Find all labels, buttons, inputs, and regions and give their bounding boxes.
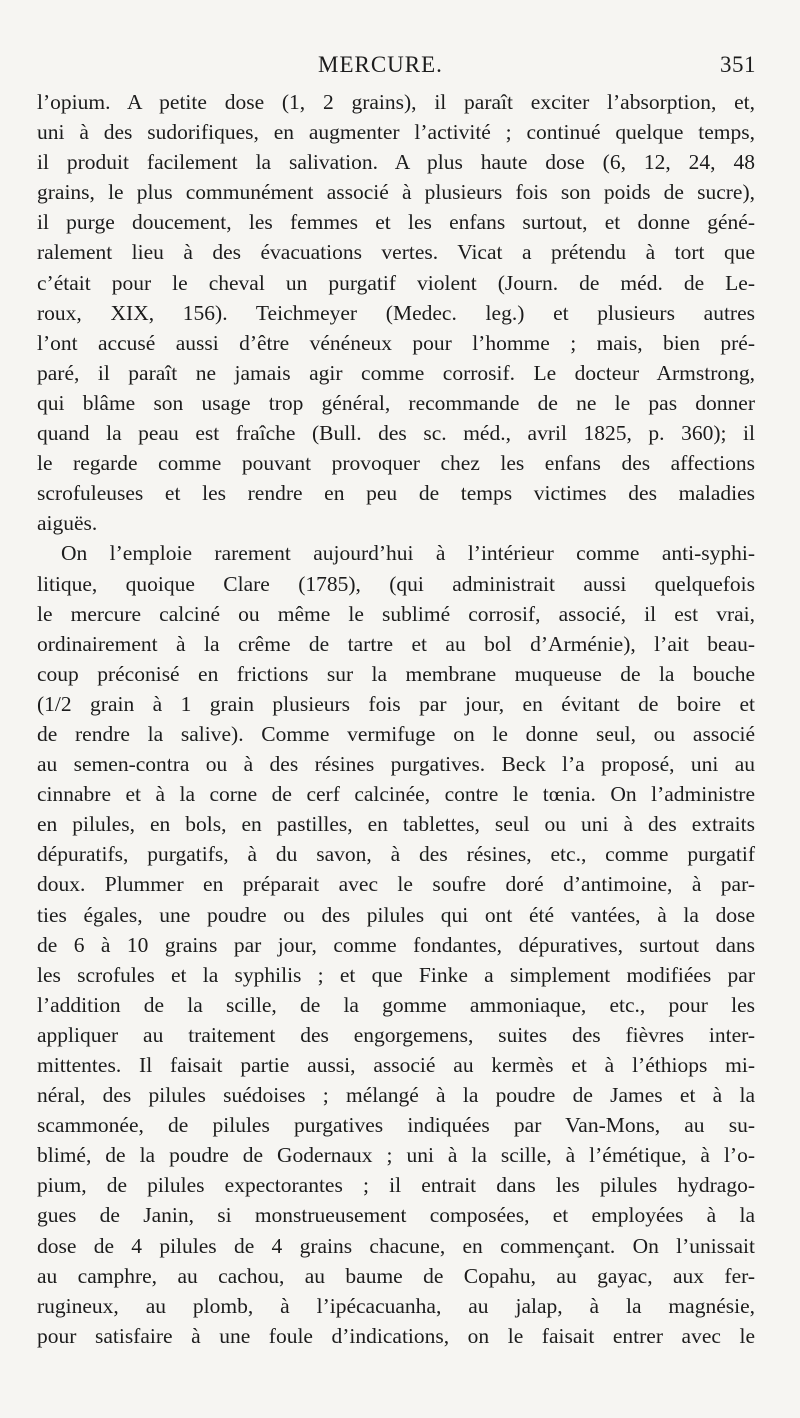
text-line: On l’emploie rarement aujourd’hui à l’intérieur comme anti-syphi- — [61, 541, 755, 566]
text-line: il purge doucement, les femmes et les enfans surtout, et donne géné- — [37, 210, 755, 235]
page-header — [62, 52, 760, 84]
text-line: roux, XIX, 156). Teichmeyer (Medec. leg.) et plusieurs autres — [37, 300, 755, 325]
text-line: dépuratifs, purgatifs, à du savon, à des résines, etc., comme purgatif — [37, 842, 755, 867]
text-line: l’addition de la scille, de la gomme ammoniaque, etc., pour les — [37, 992, 755, 1017]
text-line: quand la peau est fraîche (Bull. des sc. méd., avril 1825, p. 360); il — [37, 421, 755, 446]
text-line: doux. Plummer en préparait avec le soufre doré d’antimoine, à par- — [37, 872, 755, 897]
text-line: ralement lieu à des évacuations vertes. Vicat a prétendu à tort que — [37, 240, 755, 265]
text-line: scammonée, de pilules purgatives indiquées par Van-Mons, au su- — [37, 1113, 755, 1138]
text-line: ties égales, une poudre ou des pilules qui ont été vantées, à la dose — [37, 902, 755, 927]
text-line: en pilules, en bols, en pastilles, en tablettes, seul ou uni à des extraits — [37, 812, 755, 837]
text-line: aiguës. — [37, 511, 98, 536]
text-line: paré, il paraît ne jamais agir comme corrosif. Le docteur Armstrong, — [37, 360, 755, 385]
text-line: le regarde comme pouvant provoquer chez les enfans des affections — [37, 451, 755, 476]
text-line: de rendre la salive). Comme vermifuge on le donne seul, ou associé — [37, 721, 755, 746]
text-line: cinnabre et à la corne de cerf calcinée, contre le tœnia. On l’administre — [37, 782, 755, 807]
text-line: scrofuleuses et les rendre en peu de temps victimes des maladies — [37, 481, 755, 506]
text-line: uni à des sudorifiques, en augmenter l’activité ; continué quelque temps, — [37, 120, 755, 145]
text-line: mittentes. Il faisait partie aussi, associé au kermès et à l’éthiops mi- — [37, 1053, 755, 1077]
text-line: l’ont accusé aussi d’être vénéneux pour l’homme ; mais, bien pré- — [37, 330, 755, 355]
text-line: (1/2 grain à 1 grain plusieurs fois par jour, en évitant de boire et — [37, 691, 755, 716]
text-line: coup préconisé en frictions sur la membrane muqueuse de la bouche — [37, 661, 755, 686]
text-line: les scrofules et la syphilis ; et que Finke a simplement modifiées par — [37, 962, 755, 987]
running-title: MERCURE. — [318, 52, 443, 77]
text-line: il produit facilement la salivation. A plus haute dose (6, 12, 24, 48 — [37, 150, 755, 175]
text-line: de 6 à 10 grains par jour, comme fondantes, dépuratives, surtout dans — [37, 932, 755, 957]
paragraph-2 — [37, 538, 755, 1351]
page-number: 351 — [720, 52, 756, 77]
text-line: blimé, de la poudre de Godernaux ; uni à la scille, à l’émétique, à l’o- — [37, 1143, 755, 1168]
text-line: pium, de pilules expectorantes ; il entrait dans les pilules hydrago- — [37, 1173, 755, 1198]
text-line: dose de 4 pilules de 4 grains chacune, en commençant. On l’unissait — [37, 1233, 755, 1258]
text-line: litique, quoique Clare (1785), (qui administrait aussi quelquefois — [37, 571, 755, 596]
text-line: l’opium. A petite dose (1, 2 grains), il paraît exciter l’absorption, et, — [37, 90, 755, 114]
body-text — [37, 87, 755, 1351]
text-line: qui blâme son usage trop général, recommande de ne le pas donner — [37, 390, 755, 415]
text-line: c’était pour le cheval un purgatif violent (Journ. de méd. de Le- — [37, 270, 755, 295]
text-line: au semen-contra ou à des résines purgatives. Beck l’a proposé, uni au — [37, 752, 755, 777]
text-line: appliquer au traitement des engorgemens, suites des fièvres inter- — [37, 1022, 755, 1047]
text-line: néral, des pilules suédoises ; mélangé à la poudre de James et à la — [37, 1083, 755, 1108]
text-line: grains, le plus communément associé à plusieurs fois son poids de sucre), — [37, 180, 755, 205]
text-line: au camphre, au cachou, au baume de Copahu, au gayac, aux fer- — [37, 1263, 755, 1288]
text-line: gues de Janin, si monstrueusement composées, et employées à la — [37, 1203, 755, 1228]
text-line: le mercure calciné ou même le sublimé corrosif, associé, il est vrai, — [37, 601, 755, 626]
paragraph-1 — [37, 87, 755, 538]
text-line: pour satisfaire à une foule d’indications, on le faisait entrer avec le — [37, 1323, 755, 1348]
text-line: rugineux, au plomb, à l’ipécacuanha, au jalap, à la magnésie, — [37, 1293, 755, 1318]
text-line: ordinairement à la crême de tartre et au bol d’Arménie), l’ait beau- — [37, 631, 755, 656]
